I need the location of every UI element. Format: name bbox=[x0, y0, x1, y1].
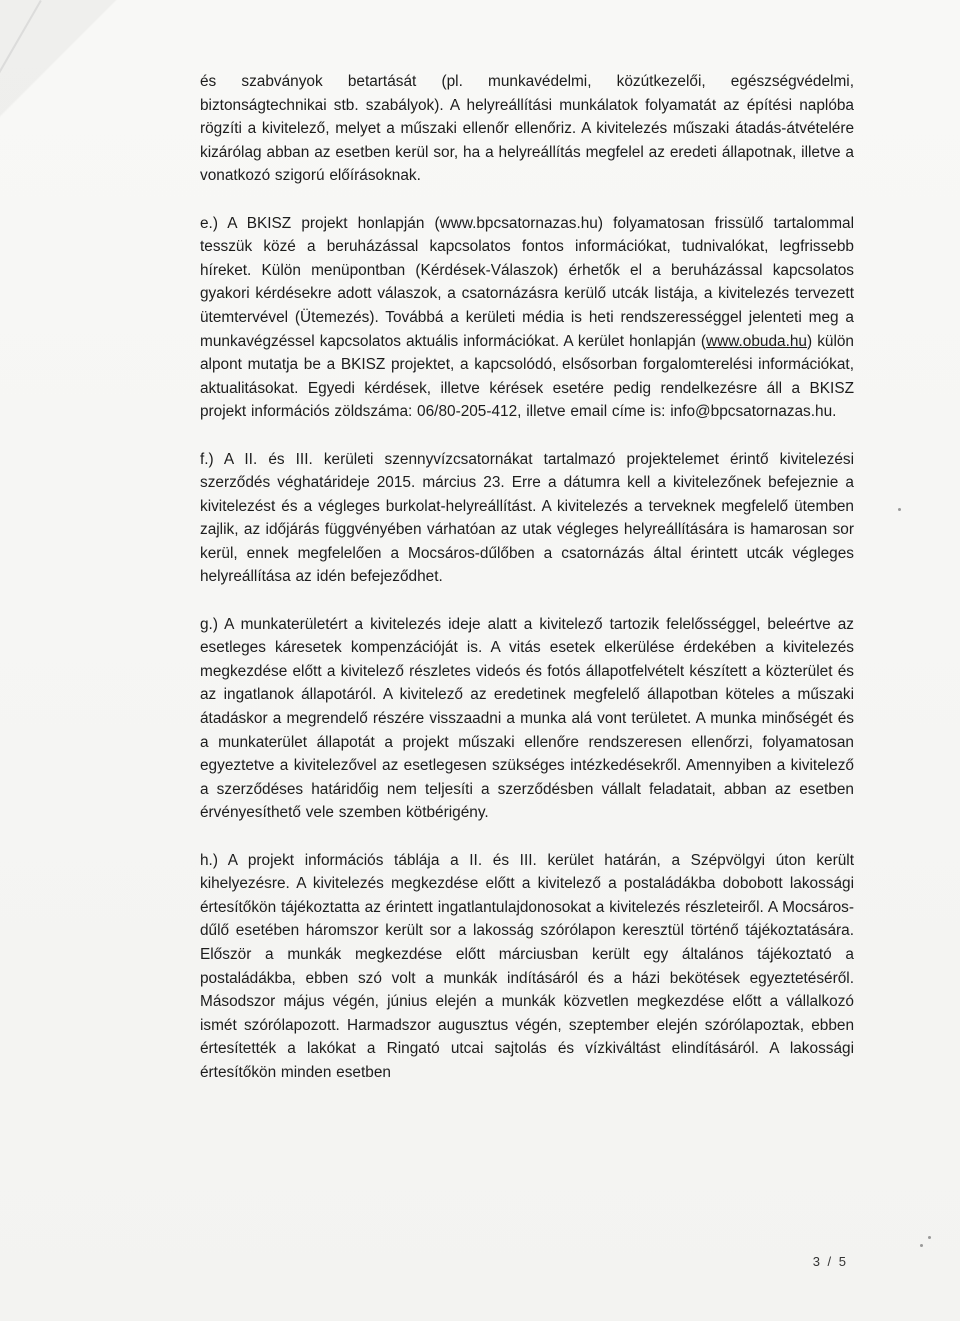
paragraph-h: h.) A projekt információs táblája a II. és III. kerület határán, a Szépvölgyi úton került kihelyezésre. A kivitelezés megkezdése előtt a kivitelező a postaládákba dobobott lakossági értesítőkön tájékoztatta az érintett ingatlantulajdonosokat a kivitelezés részleteiről. A Mocsáros-dűlő esetében háromszor került sor a lakosság szórólapon keresztül történő tájékoztatására. Először a munkák megkezdése előtt márciusban került egy általános tájékoztató a postaládákba, ebben szó volt a munkák indításáról és a házi bekötések egyeztetéséről. Másodszor május végén, június elején a munkák közvetlen megkezdése előtt a vállalkozó ismét szórólapozott. Harmadszor augusztus végén, szeptember elején szórólapoztak, ebben értesítették a lakókat a Ringató utcai sajtolás és vízkiváltást elindításáról. A lakossági értesítőkön minden esetben bbox=[200, 851, 854, 1081]
paragraph-intro: és szabványok betartását (pl. munkavédelmi, közútkezelői, egészségvédelmi, biztonságtechnikai stb. szabályok). A helyreállítási munkálatok folyamatát az építési naplóba rögzíti a kivitelező, melyet a műszaki ellenőr ellenőriz. A kivitelezés műszaki átadás-átvételére kizárólag abban az esetben kerül sor, ha a helyreállítás megfelel az eredeti állapotnak, illetve a vonatkozó szigorú előírásoknak. bbox=[200, 73, 854, 185]
paragraph-f: f.) A II. és III. kerületi szennyvízcsatornákat tartalmazó projektelemet érintő kivitelezési szerződés véghatárideje 2015. március 23. Erre a dátumra kell a kivitelezőnek befejeznie a kivitelezést és a végleges burkolat-helyreállítást. A kivitelezés a terveknek megfelelő ütemben zajlik, az időjárás függvényében várhatóan az utak végleges helyreállítására is hamarosan sor kerül, ennek megfelelően a Mocsáros-dűlőben a csatornázás által érintett utcák végleges helyreállítása az idén befejeződhet. bbox=[200, 450, 854, 586]
speck-mark bbox=[898, 508, 901, 511]
paragraph-g: g.) A munkaterületért a kivitelezés ideje alatt a kivitelező tartozik felelősséggel, beleértve az esetleges káresetek kompenzációját is. A vitás esetek elkerülése érdekében a kivitelezés megkezdése előtt a kivitelező részletes videós és fotós állapotfelvételt készített a közterület és az ingatlanok állapotáról. A kivitelező az eredetinek megfelelő állapotban köteles a műszaki átadáskor a megrendelő részére visszaadni a munka alá vont területet. A munka minőségét és a munkaterület állapotát a projekt műszaki ellenőre rendszeresen ellenőrzi, folyamatosan egyeztetve a kivitelezővel az esetlegesen szükséges intézkedésekről. Amennyiben a kivitelező a szerződéses határidőig nem teljesíti a szerződésben vállalt feladatait, abban az esetben érvényesíthető vele szemben kötbérigény. bbox=[200, 615, 854, 822]
speck-mark bbox=[920, 1244, 923, 1247]
page-number: 3 / 5 bbox=[812, 1254, 848, 1269]
page-corner-shading bbox=[0, 0, 120, 120]
paragraph-e-text-a: e.) A BKISZ projekt honlapján (www.bpcsatornazas.hu) folyamatosan frissülő tartalommal tesszük közé a beruházással kapcsolatos fontos információkat, tudnivalókat, legfrissebb híreket. Külön menüpontban (Kérdések-Válaszok) érhetők el a beruházással kapcsolatos gyakori kérdésekre adott válaszok, a csatornázásra kerülő utcák listája, a kivitelezés tervezett ütemtervével (Ütemezés). Továbbá a kerületi média is heti rendszerességgel jelenteti meg a munkavégzéssel kapcsolatos aktuális információkat. A kerület honlapján ( bbox=[200, 214, 854, 350]
paragraph-e-text-b: ) külön alpont mutatja be a BKISZ projektet, a kapcsolódó, elsősorban forgalomterelési információkat, aktualitásokat. Egyedi kérdések, illetve kérések esetére pedig rendelkezésre áll a BKISZ projekt információs zöldszáma: 06/80-205-412, illetve email címe is: info@bpcsatornazas.hu. bbox=[200, 332, 854, 421]
document-body bbox=[200, 70, 854, 1108]
obuda-link[interactable]: www.obuda.hu bbox=[706, 332, 807, 350]
speck-mark bbox=[928, 1236, 931, 1239]
paragraph-e bbox=[200, 212, 854, 424]
